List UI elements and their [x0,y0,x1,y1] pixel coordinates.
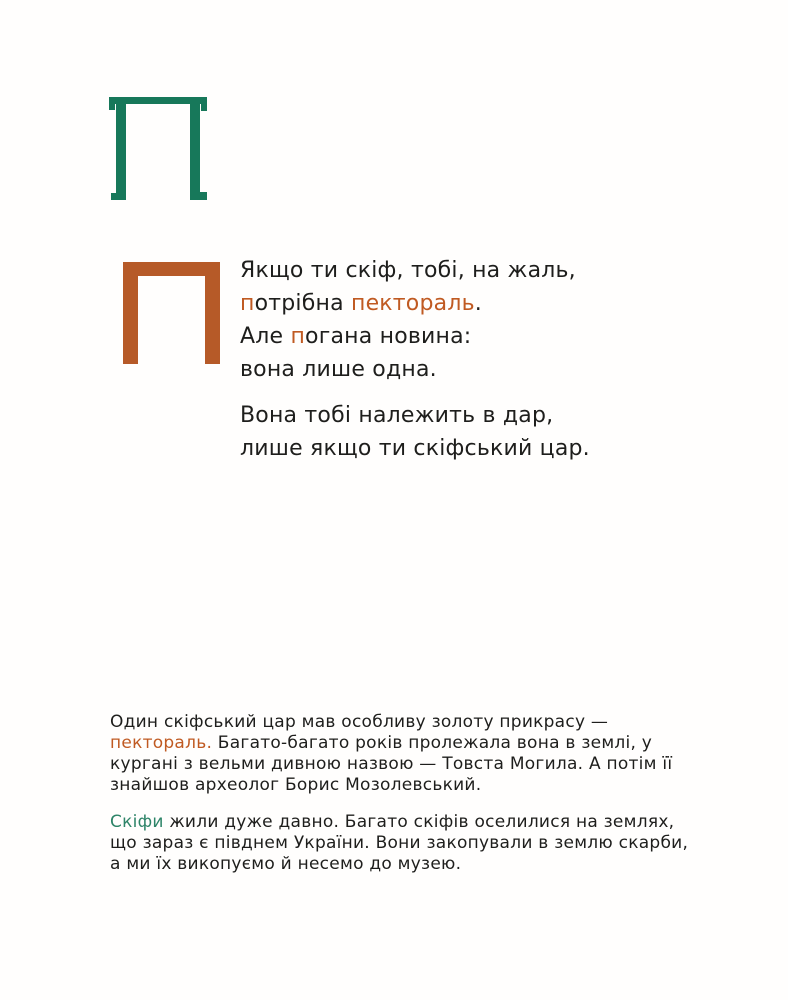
poem-line [240,353,590,386]
poem-text: отрібна [254,291,351,316]
paragraph-text: жили дуже давно. Багато скіфів оселилися на землях, що зараз є півднем України. Вони закопували в землю скарби, а ми їх викопуємо й несемо до музею. [110,812,689,874]
poem-text: Якщо ти скіф, тобі, на жаль, [240,258,576,283]
poem-line [240,432,590,465]
letter-P-sans-orange-icon [123,262,220,364]
poem-text: огана новина: [305,324,472,349]
poem-stanza-2 [240,399,590,465]
body-paragraph-1 [110,712,698,796]
body-text-block [110,712,698,875]
letter-P-serif-green-icon [109,97,207,200]
poem-line [240,399,590,432]
poem-text: лише якщо ти скіфський цар. [240,436,590,461]
poem-text: Але [240,324,291,349]
body-paragraph-2 [110,812,698,875]
poem [240,254,590,465]
poem-line [240,287,590,320]
accent-letter: п [290,324,306,349]
poem-stanza-1 [240,254,590,386]
poem-text: вона лише одна. [240,357,437,382]
poem-text: . [474,291,482,316]
accent-word: Скіфи [110,812,164,832]
paragraph-text: Один скіфський цар мав особливу золоту прикрасу — [110,712,609,732]
poem-line [240,254,590,287]
poem-line [240,320,590,353]
accent-word: пектораль [350,291,475,316]
poem-text: Вона тобі належить в дар, [240,403,554,428]
accent-word: пектораль. [110,733,213,753]
accent-letter: п [240,291,255,316]
paragraph-text: Багато-багато років пролежала вона в землі, у кургані з вельми дивною назвою — Товста Могила. А потім її знайшов археолог Борис Мозолевський. [110,733,673,795]
